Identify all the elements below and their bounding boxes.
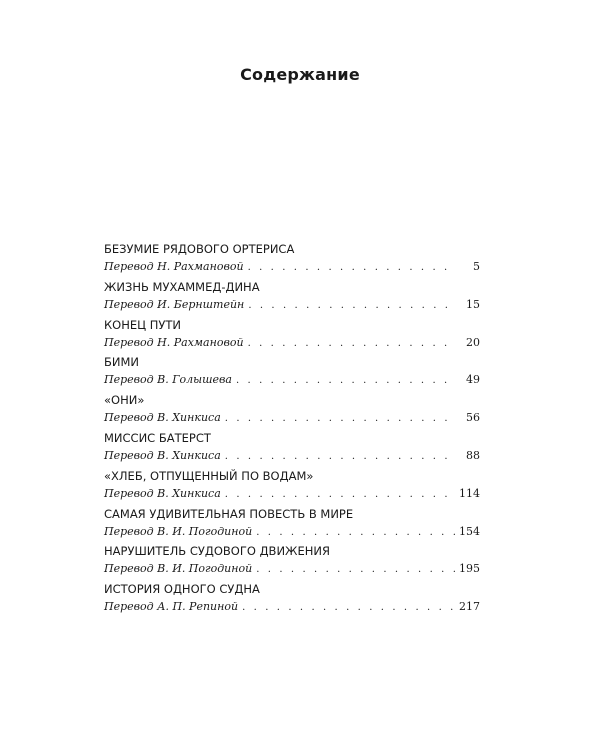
toc-entry-page-number: 56 xyxy=(466,411,480,425)
page-title: Содержание xyxy=(240,64,360,84)
toc-entry-line xyxy=(104,523,480,540)
toc-entry-page-number: 88 xyxy=(466,448,480,462)
toc-entry xyxy=(104,430,480,468)
toc-entry-title: МИССИС БАТЕРСТ xyxy=(104,430,211,445)
toc-entry-line xyxy=(104,371,480,388)
toc-entry-translator: Перевод В. Хинкиса xyxy=(104,448,221,462)
toc-entry-translator: Перевод В. Голышева xyxy=(104,373,232,387)
dot-leader xyxy=(248,259,456,276)
dot-leader xyxy=(256,524,455,541)
toc-entry xyxy=(104,392,480,430)
dot-leader xyxy=(236,372,456,389)
toc-entry-line xyxy=(104,334,480,351)
dot-leader xyxy=(225,410,456,427)
toc-entry-translator: Перевод Н. Рахмановой xyxy=(104,260,244,273)
toc-entry-page-number: 49 xyxy=(466,373,480,387)
toc-entry-line xyxy=(104,485,480,502)
toc-entry-translator: Перевод В. Хинкиса xyxy=(104,411,221,425)
dot-leader xyxy=(248,297,456,314)
toc-entry-title: БЕЗУМИЕ РЯДОВОГО ОРТЕРИСА xyxy=(104,242,295,256)
toc-entry-title: БИМИ xyxy=(104,355,140,370)
toc-entry-page-number: 5 xyxy=(473,260,480,273)
dot-leader xyxy=(256,561,455,578)
toc-entry xyxy=(104,468,480,506)
toc-entry-translator: Перевод В. И. Погодиной xyxy=(104,562,253,576)
dot-leader xyxy=(248,335,456,352)
toc-entry-page-number: 114 xyxy=(459,486,480,500)
toc-entry-page-number: 20 xyxy=(466,335,480,349)
toc-entry-title: НАРУШИТЕЛЬ СУДОВОГО ДВИЖЕНИЯ xyxy=(104,544,330,559)
toc-entry xyxy=(104,279,480,317)
toc-entry xyxy=(104,241,480,279)
dot-leader xyxy=(242,599,455,616)
toc-entry-translator: Перевод А. П. Репиной xyxy=(104,600,239,614)
toc-entry-title: КОНЕЦ ПУТИ xyxy=(104,317,181,332)
toc-entry-page-number: 15 xyxy=(466,297,480,311)
toc-entry-line xyxy=(104,296,480,313)
toc-entry-title: ЖИЗНЬ МУХАММЕД-ДИНА xyxy=(104,279,260,294)
dot-leader xyxy=(225,486,455,503)
toc-entry-line xyxy=(104,409,480,426)
toc-entry xyxy=(104,317,480,355)
toc-entry-translator: Перевод В. И. Погодиной xyxy=(104,524,253,538)
toc-entry-line xyxy=(104,560,480,577)
toc-entry-page-number: 217 xyxy=(459,600,480,614)
toc-entry-title: «ХЛЕБ, ОТПУЩЕННЫЙ ПО ВОДАМ» xyxy=(104,468,314,483)
toc-entry-line xyxy=(104,447,480,464)
toc-entry-line xyxy=(104,258,480,275)
toc-entry-title: «ОНИ» xyxy=(104,393,145,408)
toc-entry-page-number: 195 xyxy=(459,562,480,576)
table-of-contents xyxy=(104,241,480,619)
toc-entry xyxy=(104,581,480,619)
dot-leader xyxy=(225,448,456,465)
toc-entry-translator: Перевод В. Хинкиса xyxy=(104,486,221,500)
toc-entry-translator: Перевод Н. Рахмановой xyxy=(104,335,244,349)
toc-entry-title: ИСТОРИЯ ОДНОГО СУДНА xyxy=(104,582,260,597)
toc-entry xyxy=(104,543,480,581)
toc-entry xyxy=(104,506,480,544)
toc-entry-title: САМАЯ УДИВИТЕЛЬНАЯ ПОВЕСТЬ В МИРЕ xyxy=(104,506,354,521)
toc-entry-page-number: 154 xyxy=(459,524,480,538)
toc-entry-translator: Перевод И. Бернштейн xyxy=(104,297,245,311)
toc-entry xyxy=(104,354,480,392)
toc-entry-line xyxy=(104,598,480,615)
